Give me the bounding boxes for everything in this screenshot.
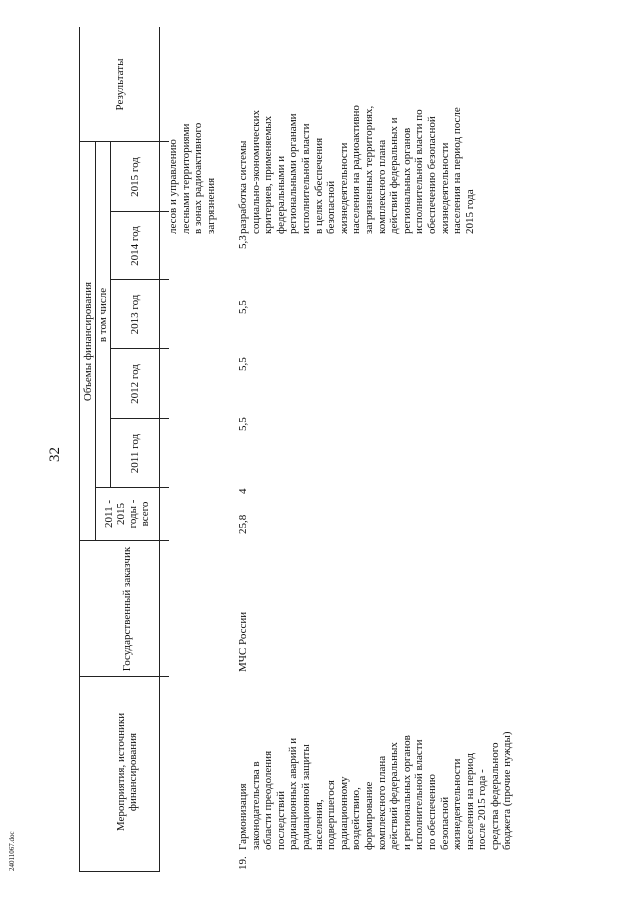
text-line: действий федеральных и (388, 117, 401, 234)
header-year-2012: 2012 год (129, 364, 141, 404)
text-line: воздействию, (350, 787, 363, 850)
header-year-2011: 2011 год (129, 433, 141, 474)
header-including: в том числе (97, 287, 109, 343)
row-results (237, 105, 476, 234)
activity-text (237, 783, 250, 870)
financing-table (79, 27, 591, 872)
row-value-2014: 5,5 (237, 300, 249, 314)
text-line: радиационных аварий и (287, 737, 300, 850)
text-line: комплексного плана (375, 139, 388, 234)
header-results: Результаты (113, 58, 126, 111)
text-line: в целях обеспечения (312, 137, 325, 234)
text-line: лесными территориями (179, 123, 192, 234)
text-line: средства федерального (488, 742, 501, 850)
text-line: Гармонизация (237, 783, 249, 850)
text-line: действий федеральных (388, 742, 401, 850)
text-line: загрязнения (204, 177, 217, 234)
text-line: подвергшегося (325, 780, 338, 850)
row-value-2015: 5,3 (237, 235, 249, 249)
text-line: формирование (362, 781, 375, 850)
text-line: разработка системы (237, 140, 249, 234)
text-line: населения на период (463, 752, 476, 850)
text-line: региональными органами (287, 113, 300, 234)
text-line: населения на период после (451, 107, 464, 234)
footer-file-name: 24011067.doc (8, 831, 16, 871)
text-line: населения на радиоактивно (350, 105, 363, 234)
text-line: федеральными и (274, 155, 287, 234)
row-value-2012: 5,5 (237, 417, 249, 431)
text-line: лесов и управлению (167, 139, 179, 234)
text-line: региональных органов (400, 127, 413, 234)
text-line: исполнительной власти по (413, 109, 426, 234)
text-line: после 2015 года - (476, 769, 489, 850)
text-line: бюджета (прочие нужды) (501, 731, 514, 850)
header-activities: Мероприятия, источники финансирования (115, 712, 139, 832)
header-year-2014: 2014 год (129, 226, 141, 266)
text-line: по обеспечению (425, 773, 438, 850)
text-line: исполнительной власти (413, 739, 426, 850)
header-year-2015: 2015 год (129, 157, 141, 197)
text-line: радиационному (337, 776, 350, 850)
text-line: загрязненных территориях, (362, 105, 375, 234)
header-funding-volumes: Объемы финансирования (81, 281, 94, 402)
column-rule (79, 676, 169, 677)
header-bottom-rule (159, 27, 160, 872)
text-line: населения, (312, 799, 325, 850)
row-customer: МЧС России (237, 611, 249, 672)
text-line: обеспечению безопасной (425, 116, 438, 234)
text-line: жизнедеятельности (451, 758, 464, 850)
column-rule (79, 871, 159, 872)
text-line: законодательства в (249, 761, 262, 850)
header-customer: Государственный заказчик (121, 546, 133, 672)
text-line: 2015 года (463, 189, 476, 234)
row-value-2013: 5,5 (237, 357, 249, 371)
text-line: в зонах радиоактивного (192, 122, 205, 234)
text-line: радиационной защиты (299, 744, 312, 850)
text-line: и региональных органов (400, 735, 413, 850)
header-total: 2011 - 2015 годы - всего (103, 499, 151, 529)
text-line: исполнительной власти (299, 123, 312, 234)
row-total: 25,8 (237, 514, 249, 534)
text-line: социально-экономических (249, 109, 262, 234)
text-line: области преодоления (262, 750, 275, 850)
header-year-2013: 2013 год (129, 294, 141, 335)
text-line: жизнедеятельности (337, 142, 350, 234)
text-line: последствий (274, 790, 287, 850)
text-line: безопасной (438, 796, 451, 850)
row-value-2011: 4 (237, 488, 249, 494)
page-number: 32 (47, 447, 63, 462)
carryover-results (167, 123, 217, 234)
text-line: комплексного плана (375, 755, 388, 850)
text-line: жизнедеятельности (438, 142, 451, 234)
text-line: критериев, применяемых (262, 115, 275, 234)
activity-lines (250, 731, 514, 850)
row-number: 19. (237, 856, 249, 870)
text-line (237, 783, 250, 870)
text-line: безопасной (325, 180, 338, 234)
